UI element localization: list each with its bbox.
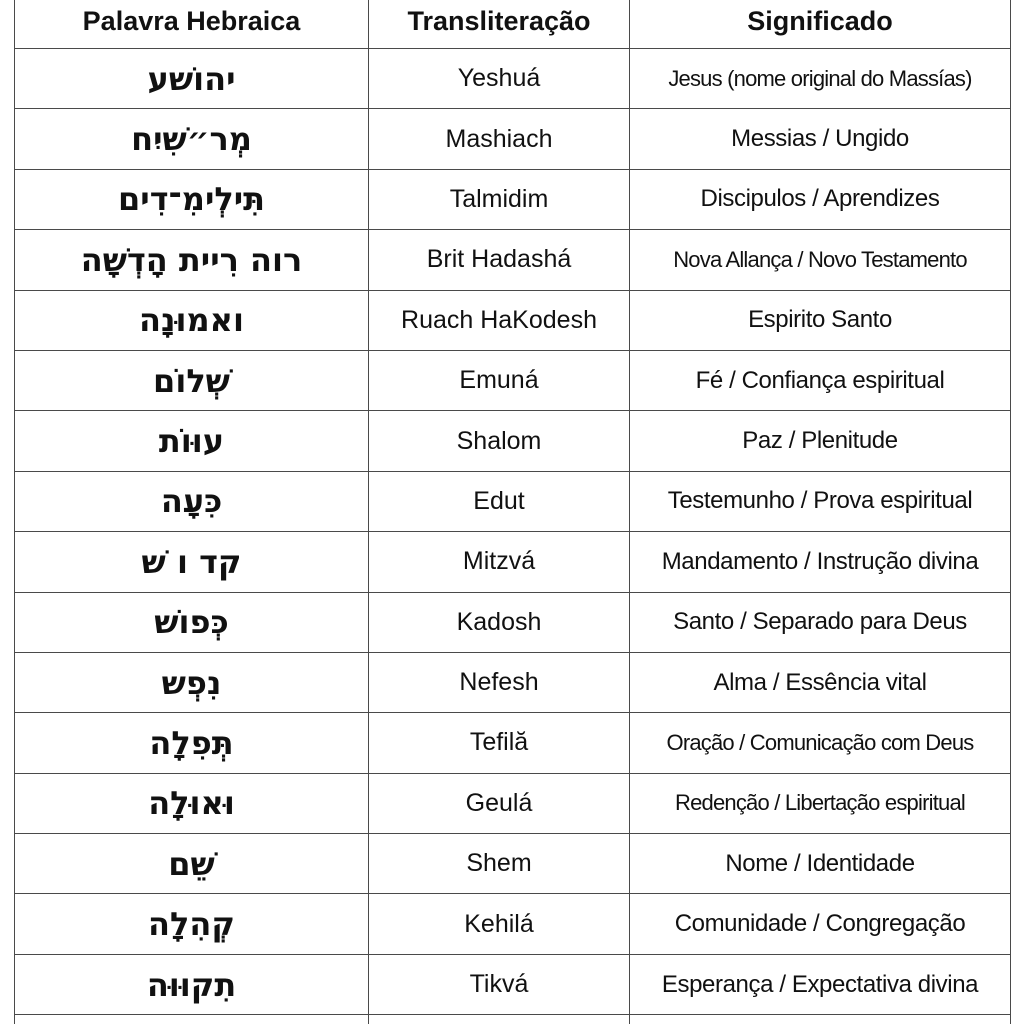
meaning-cell: Jesus (nome original do Massías) [630,49,1011,109]
hebrew-word-cell: רוה רִיית הָדְשָׁה [15,230,369,290]
transliteration-cell: Mitzvá [369,532,630,592]
meaning-cell: Fé / Confiança espiritual [630,350,1011,410]
table-row [15,713,1011,773]
table-row [15,894,1011,954]
transliteration-cell: Shalom [369,411,630,471]
meaning-cell: Alma / Essência vital [630,652,1011,712]
transliteration-cell: Kehilá [369,894,630,954]
hebrew-word-cell: שְׁלוֹם [15,350,369,410]
transliteration-cell: Emuná [369,350,630,410]
table-row [15,834,1011,894]
transliteration-cell: Ruach HaKodesh [369,290,630,350]
table-row [15,532,1011,592]
table-body [15,49,1011,1024]
hebrew-word-cell [15,1015,369,1024]
transliteration-cell: Brit Hadashá [369,230,630,290]
transliteration-cell: Geulá [369,773,630,833]
transliteration-cell: Shem [369,834,630,894]
table-row [15,230,1011,290]
header-hebrew-word: Palavra Hebraica [15,0,369,49]
table-row [15,652,1011,712]
hebrew-word-cell: תִקוּוּה [15,954,369,1014]
meaning-cell: Discipulos / Aprendizes [630,169,1011,229]
hebrew-vocabulary-table [14,0,1011,1024]
meaning-cell: Santo / Separado para Deus [630,592,1011,652]
meaning-cell: Oração / Comunicação com Deus [630,713,1011,773]
table-row [15,411,1011,471]
hebrew-word-cell: וּאוּלָה [15,773,369,833]
transliteration-cell: Tikvá [369,954,630,1014]
hebrew-word-cell: תְּפִלָה [15,713,369,773]
meaning-cell: Testemunho / Prova espiritual [630,471,1011,531]
transliteration-cell: Tefilă [369,713,630,773]
meaning-cell: Esperança / Expectativa divina [630,954,1011,1014]
table-row [15,350,1011,410]
table-row [15,1015,1011,1024]
hebrew-word-cell: שֵׁם [15,834,369,894]
header-transliteration: Transliteração [369,0,630,49]
meaning-cell: Espirito Santo [630,290,1011,350]
hebrew-word-cell: מְר״שִׁיִח [15,109,369,169]
meaning-cell: Paz / Plenitude [630,411,1011,471]
table-row [15,773,1011,833]
meaning-cell: Comunidade / Congregação [630,894,1011,954]
table-header [15,0,1011,49]
table-row [15,954,1011,1014]
hebrew-word-cell: קְהִלָה [15,894,369,954]
transliteration-cell: Edut [369,471,630,531]
hebrew-word-cell: קד ו שׁ [15,532,369,592]
table-row [15,471,1011,531]
table-row [15,592,1011,652]
transliteration-cell: Nefesh [369,652,630,712]
table-row [15,109,1011,169]
header-row [15,0,1011,49]
transliteration-cell: Kadosh [369,592,630,652]
table-row [15,290,1011,350]
hebrew-word-cell: עוּוֹת [15,411,369,471]
meaning-cell [630,1015,1011,1024]
meaning-cell: Nome / Identidade [630,834,1011,894]
table-row [15,169,1011,229]
transliteration-cell [369,1015,630,1024]
meaning-cell: Messias / Ungido [630,109,1011,169]
hebrew-word-cell: ואמוּנָה [15,290,369,350]
table-row [15,49,1011,109]
hebrew-word-cell: כְּפוֹש [15,592,369,652]
hebrew-word-cell: יהושׁע [15,49,369,109]
meaning-cell: Nova Allança / Novo Testamento [630,230,1011,290]
hebrew-word-cell: נִפְש [15,652,369,712]
transliteration-cell: Talmidim [369,169,630,229]
transliteration-cell: Yeshuá [369,49,630,109]
header-meaning: Significado [630,0,1011,49]
transliteration-cell: Mashiach [369,109,630,169]
meaning-cell: Redenção / Libertação espiritual [630,773,1011,833]
hebrew-word-cell: כִּעָה [15,471,369,531]
hebrew-word-cell: תִּילְימִ־דִים [15,169,369,229]
meaning-cell: Mandamento / Instrução divina [630,532,1011,592]
